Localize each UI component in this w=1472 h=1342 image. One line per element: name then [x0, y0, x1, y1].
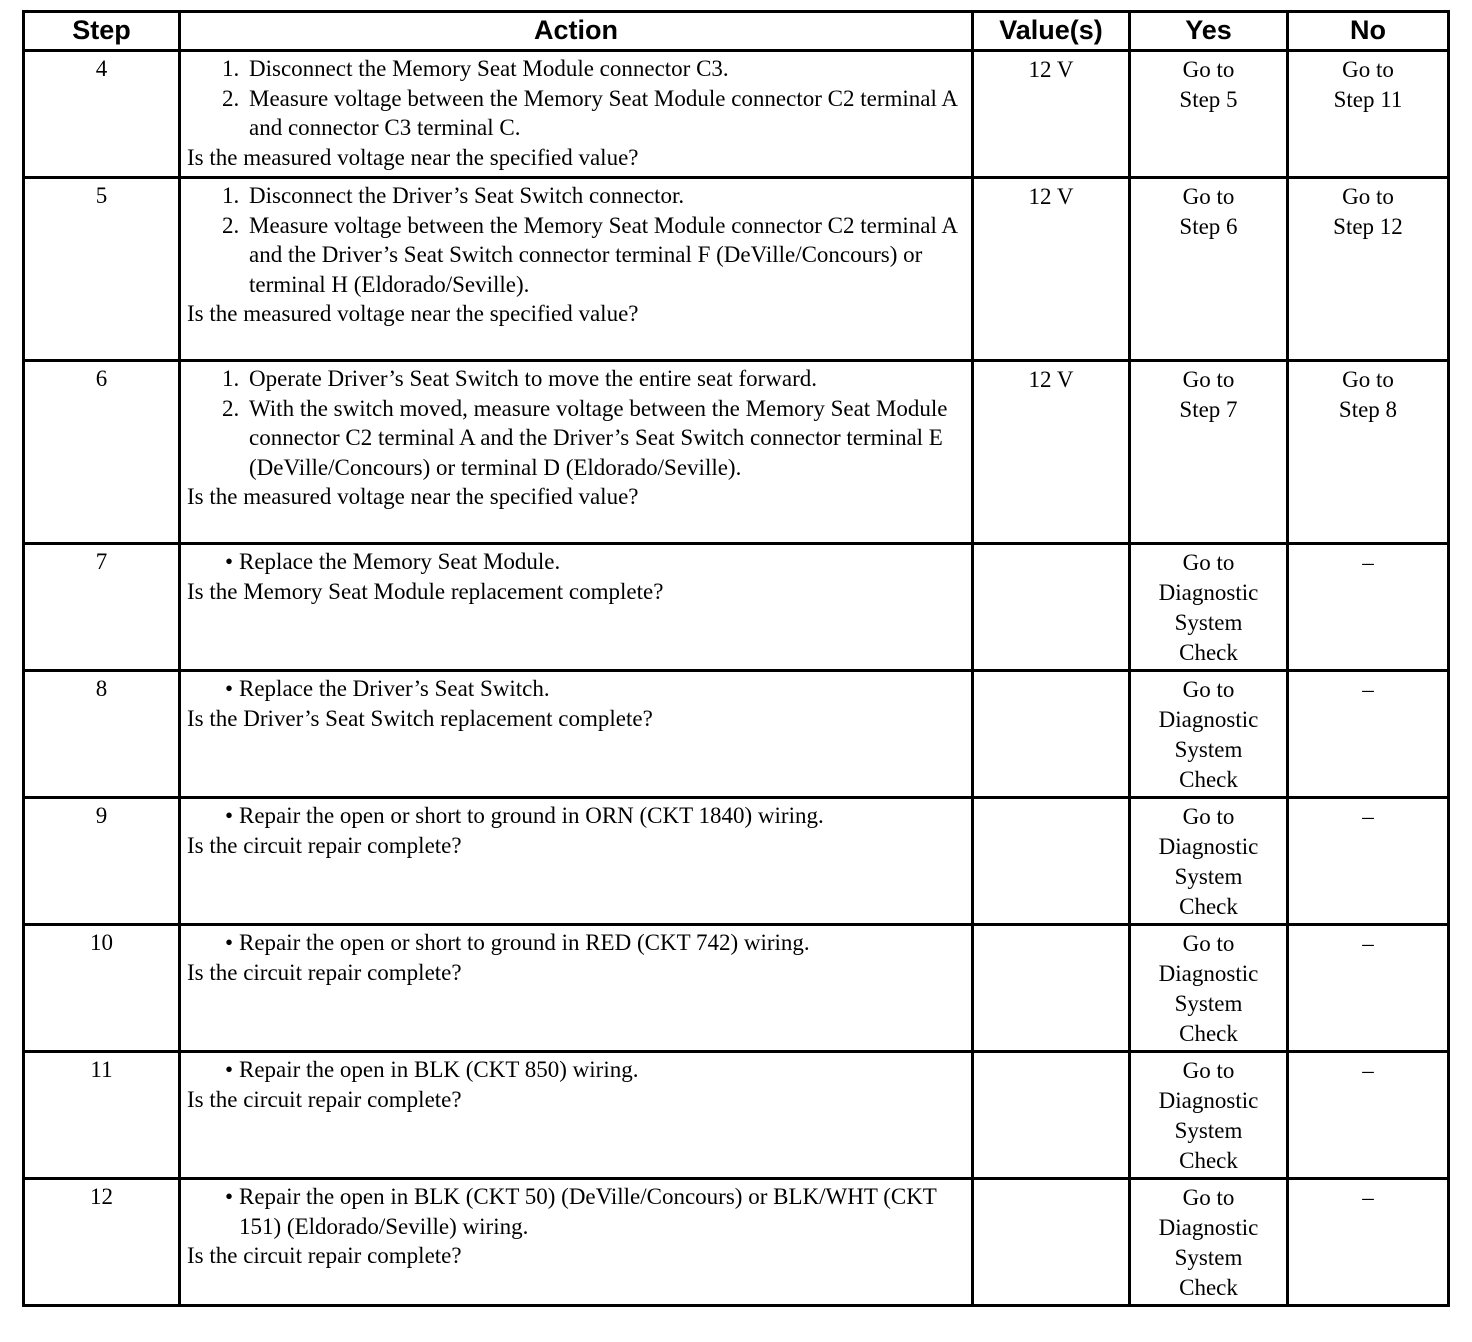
diagnostic-table — [22, 10, 1450, 1307]
no-text: Step 12 — [1333, 214, 1403, 239]
no-text: Go to — [1342, 184, 1394, 209]
bullet-steps — [187, 801, 965, 831]
value-cell — [973, 925, 1130, 1052]
no-text: – — [1362, 550, 1374, 575]
yes-text: Go to — [1182, 931, 1235, 956]
action-cell — [180, 544, 973, 671]
value-cell: 12 V — [973, 51, 1130, 178]
yes-text: System — [1174, 610, 1243, 635]
action-cell — [180, 671, 973, 798]
no-cell — [1288, 544, 1449, 671]
yes-cell — [1130, 178, 1288, 361]
step-number: 5 — [24, 178, 180, 361]
action-cell — [180, 361, 973, 544]
table-body — [24, 51, 1449, 1306]
no-cell — [1288, 671, 1449, 798]
no-cell — [1288, 51, 1449, 178]
value-cell — [973, 544, 1130, 671]
diagnostic-table-page — [22, 10, 1447, 1307]
table-row — [24, 671, 1449, 798]
table-row — [24, 1052, 1449, 1179]
action-cell — [180, 178, 973, 361]
table-row — [24, 798, 1449, 925]
no-text: Go to — [1342, 57, 1394, 82]
value-cell: 12 V — [973, 178, 1130, 361]
action-item: • Repair the open in BLK (CKT 850) wiring. — [239, 1055, 965, 1085]
yes-cell — [1130, 1179, 1288, 1306]
yes-text: System — [1174, 1245, 1243, 1270]
step-number: 7 — [24, 544, 180, 671]
no-text: Go to — [1342, 367, 1394, 392]
table-row — [24, 544, 1449, 671]
yes-text: Diagnostic — [1158, 580, 1259, 605]
no-cell — [1288, 798, 1449, 925]
action-cell — [180, 1052, 973, 1179]
bullet-steps — [187, 1055, 965, 1085]
step-number: 11 — [24, 1052, 180, 1179]
yes-text: Check — [1179, 1021, 1238, 1046]
no-text: – — [1362, 1185, 1374, 1210]
yes-cell — [1130, 925, 1288, 1052]
yes-text: Diagnostic — [1158, 707, 1259, 732]
yes-text: Step 5 — [1179, 87, 1238, 112]
action-question: Is the circuit repair complete? — [187, 1086, 462, 1112]
no-text: Step 8 — [1338, 397, 1398, 422]
yes-text: Check — [1179, 1275, 1238, 1300]
action-question: Is the circuit repair complete? — [187, 1243, 462, 1268]
yes-cell — [1130, 544, 1288, 671]
no-cell — [1288, 178, 1449, 361]
step-number: 9 — [24, 798, 180, 925]
action-item: • Repair the open in BLK (CKT 50) (DeVille/Concours) or BLK/WHT (CKT 151) (Eldorado/Seville) wiring. — [239, 1182, 965, 1241]
yes-text: Check — [1179, 894, 1238, 919]
action-question: Is the Driver’s Seat Switch replacement complete? — [187, 705, 653, 731]
numbered-steps — [187, 181, 965, 299]
action-cell — [180, 925, 973, 1052]
no-text: – — [1362, 931, 1374, 956]
yes-text: Go to — [1182, 550, 1235, 575]
action-question: Is the measured voltage near the specified value? — [187, 301, 639, 326]
action-item: 2. Measure voltage between the Memory Seat Module connector C2 terminal A and the Driver’s Seat Switch connector terminal F (DeVille/Concours) or terminal H (Eldorado/Seville). — [245, 211, 965, 300]
yes-text: Diagnostic — [1158, 834, 1259, 859]
yes-text: System — [1174, 1118, 1243, 1143]
header-step: Step — [24, 12, 180, 51]
yes-text: Go to — [1182, 677, 1235, 702]
table-row — [24, 925, 1449, 1052]
bullet-steps — [187, 674, 965, 704]
numbered-steps — [187, 364, 965, 482]
action-question: Is the circuit repair complete? — [187, 959, 462, 985]
yes-text: Diagnostic — [1158, 961, 1259, 986]
action-item: • Replace the Driver’s Seat Switch. — [239, 674, 965, 704]
no-cell — [1288, 1179, 1449, 1306]
yes-text: Go to — [1182, 804, 1235, 829]
yes-text: System — [1174, 737, 1243, 762]
action-item: 2. With the switch moved, measure voltage between the Memory Seat Module connector C2 terminal A and the Driver’s Seat Switch connector terminal E (DeVille/Concours) or terminal D (Eldorado/Seville). — [245, 394, 965, 483]
yes-cell — [1130, 1052, 1288, 1179]
action-question: Is the measured voltage near the specified value? — [187, 484, 639, 509]
yes-text: Go to — [1182, 1185, 1235, 1210]
no-cell — [1288, 361, 1449, 544]
header-no: No — [1288, 12, 1449, 51]
yes-text: Go to — [1182, 1058, 1235, 1083]
action-item: 1. Operate Driver’s Seat Switch to move the entire seat forward. — [245, 364, 965, 394]
yes-cell — [1130, 798, 1288, 925]
yes-text: Check — [1179, 1148, 1238, 1173]
numbered-steps — [187, 54, 965, 143]
yes-text: Go to — [1182, 57, 1235, 82]
yes-text: System — [1174, 991, 1243, 1016]
yes-text: Diagnostic — [1158, 1088, 1259, 1113]
yes-cell — [1130, 671, 1288, 798]
bullet-steps — [187, 928, 965, 958]
table-row — [24, 361, 1449, 544]
no-text: Step 11 — [1333, 87, 1403, 112]
header-row — [24, 12, 1449, 51]
no-text: – — [1362, 1058, 1374, 1083]
action-item: • Replace the Memory Seat Module. — [239, 547, 965, 577]
step-number: 6 — [24, 361, 180, 544]
yes-text: Step 6 — [1179, 214, 1238, 239]
value-cell — [973, 1052, 1130, 1179]
action-question: Is the Memory Seat Module replacement complete? — [187, 578, 664, 604]
table-row — [24, 51, 1449, 178]
action-item: • Repair the open or short to ground in RED (CKT 742) wiring. — [239, 928, 965, 958]
table-row — [24, 1179, 1449, 1306]
value-cell — [973, 1179, 1130, 1306]
step-number: 8 — [24, 671, 180, 798]
yes-cell — [1130, 51, 1288, 178]
yes-text: Check — [1179, 640, 1238, 665]
table-row — [24, 178, 1449, 361]
yes-text: Diagnostic — [1158, 1215, 1259, 1240]
header-values: Value(s) — [973, 12, 1130, 51]
no-cell — [1288, 925, 1449, 1052]
yes-text: System — [1174, 864, 1243, 889]
step-number: 10 — [24, 925, 180, 1052]
action-cell — [180, 51, 973, 178]
yes-text: Go to — [1182, 367, 1235, 392]
yes-text: Go to — [1182, 184, 1235, 209]
value-cell — [973, 798, 1130, 925]
header-yes: Yes — [1130, 12, 1288, 51]
no-cell — [1288, 1052, 1449, 1179]
no-text: – — [1362, 804, 1374, 829]
value-cell: 12 V — [973, 361, 1130, 544]
step-number: 12 — [24, 1179, 180, 1306]
bullet-steps — [187, 1182, 965, 1241]
action-question: Is the measured voltage near the specified value? — [187, 144, 639, 170]
yes-text: Check — [1179, 767, 1238, 792]
no-text: – — [1362, 677, 1374, 702]
action-item: 1. Disconnect the Memory Seat Module connector C3. — [245, 54, 965, 84]
action-item: 1. Disconnect the Driver’s Seat Switch connector. — [245, 181, 965, 211]
header-action: Action — [180, 12, 973, 51]
action-question: Is the circuit repair complete? — [187, 832, 462, 858]
action-item: • Repair the open or short to ground in ORN (CKT 1840) wiring. — [239, 801, 965, 831]
value-cell — [973, 671, 1130, 798]
action-item: 2. Measure voltage between the Memory Seat Module connector C2 terminal A and connector C3 terminal C. — [245, 84, 965, 143]
yes-text: Step 7 — [1179, 397, 1238, 422]
step-number: 4 — [24, 51, 180, 178]
bullet-steps — [187, 547, 965, 577]
action-cell — [180, 1179, 973, 1306]
yes-cell — [1130, 361, 1288, 544]
action-cell — [180, 798, 973, 925]
